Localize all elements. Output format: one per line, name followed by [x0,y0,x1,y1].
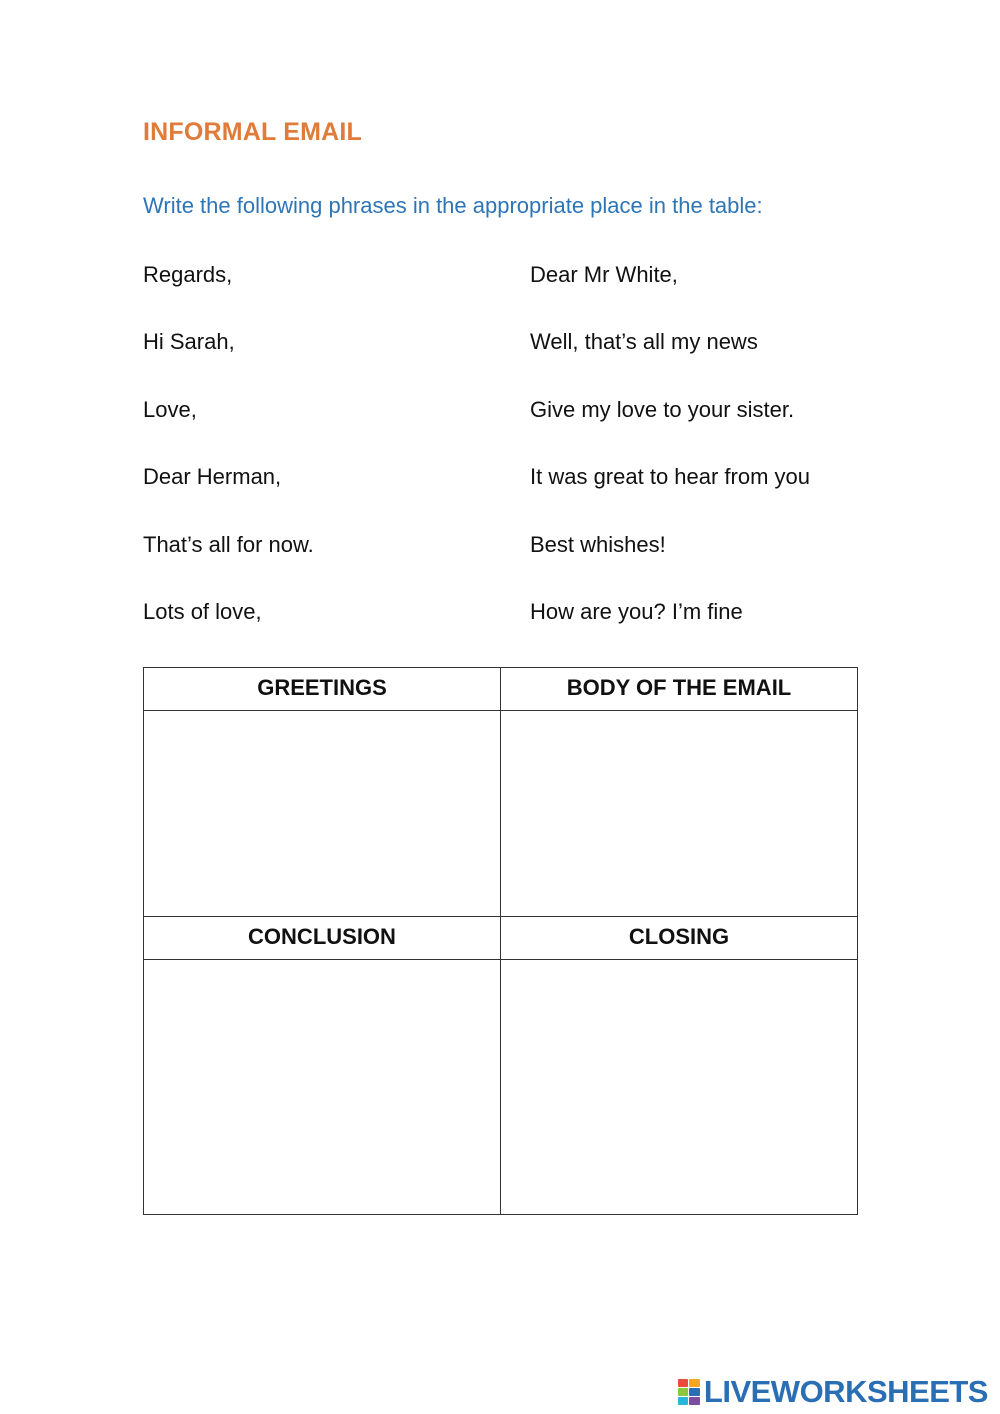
liveworksheets-logo[interactable] [678,1374,988,1410]
instruction-text: Write the following phrases in the appropriate place in the table: [143,193,763,218]
greetings-answer-cell[interactable] [144,711,501,917]
conclusion-answer-cell[interactable] [144,960,501,1215]
phrase-right-4: It was great to hear from you [530,464,811,489]
greetings-header: GREETINGS [144,668,501,711]
phrase-left-3: Love, [143,397,197,422]
logo-text: LIVEWORKSHEETS [703,1374,988,1409]
phrase-right-3: Give my love to your sister. [530,397,795,422]
phrase-left-1: Regards, [143,262,233,287]
phrase-right-5: Best whishes! [530,532,666,557]
body-drop-zone[interactable] [501,711,857,916]
greetings-drop-zone[interactable] [144,711,500,916]
page-title: INFORMAL EMAIL [143,118,362,146]
closing-drop-zone[interactable] [501,960,857,1214]
body-header: BODY OF THE EMAIL [501,668,858,711]
phrase-left-5: That’s all for now. [143,532,314,557]
closing-answer-cell[interactable] [501,960,858,1215]
liveworksheets-logo-icon [678,1379,700,1405]
phrase-right-6: How are you? I’m fine [530,599,743,624]
phrase-right-2: Well, that’s all my news [530,329,758,354]
phrase-left-2: Hi Sarah, [143,329,235,354]
categories-table [143,667,858,1215]
phrase-left-4: Dear Herman, [143,464,282,489]
closing-header: CLOSING [501,917,858,960]
phrase-right-1: Dear Mr White, [530,262,678,287]
conclusion-header: CONCLUSION [144,917,501,960]
body-answer-cell[interactable] [501,711,858,917]
conclusion-drop-zone[interactable] [144,960,500,1214]
phrase-left-6: Lots of love, [143,599,262,624]
